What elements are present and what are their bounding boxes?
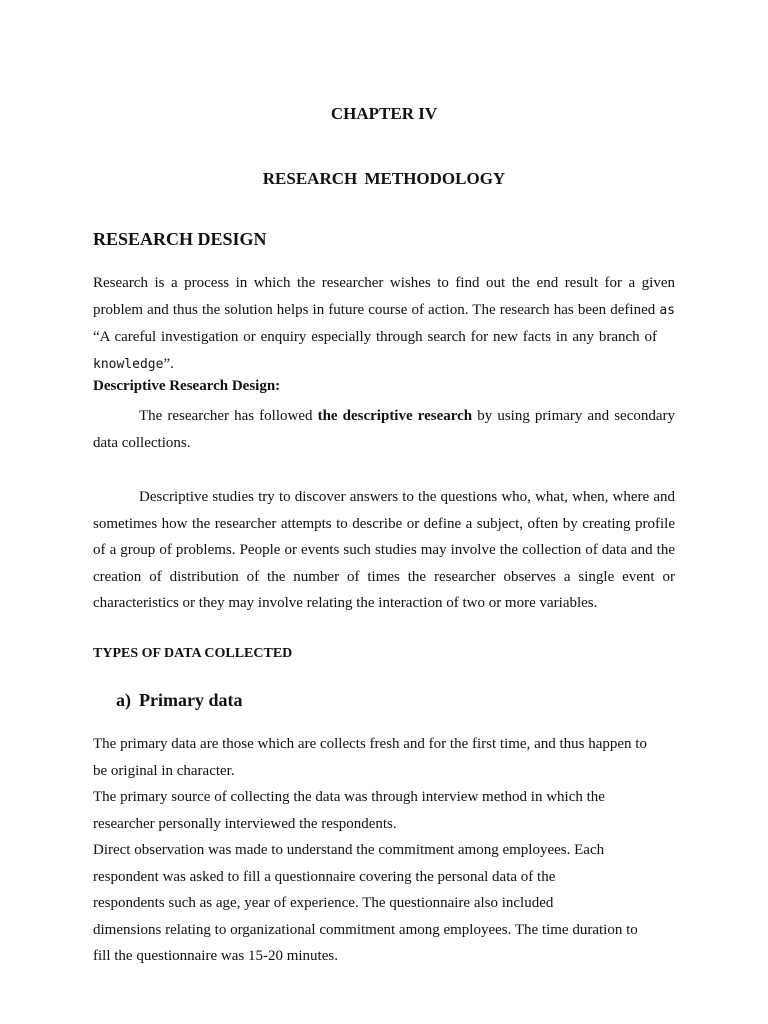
descriptive-p1-before: The researcher has followed [139, 408, 318, 424]
research-definition-paragraph [93, 270, 675, 378]
quote-close: ”. [163, 355, 174, 372]
text-line: respondent was asked to fill a questionnaire covering the personal data of the [93, 868, 556, 885]
descriptive-p1-bold: the descriptive research [317, 408, 473, 424]
text-line: respondents such as age, year of experience. The questionnaire also included [93, 895, 554, 911]
descriptive-paragraph-1 [93, 403, 675, 456]
text-line: be original in character. [93, 762, 235, 779]
chapter-title: CHAPTER IV [330, 104, 438, 123]
list-marker: a) [116, 690, 131, 710]
research-design-heading: RESEARCH DESIGN [93, 229, 267, 249]
definition-quote: “A careful investigation or enquiry especially through search for new facts in any branch of [93, 329, 657, 345]
primary-data-heading [116, 690, 242, 711]
primary-data-label: Primary data [139, 690, 243, 710]
types-of-data-heading: TYPES OF DATA COLLECTED [93, 646, 293, 661]
research-definition-text: Research is a process in which the researcher wishes to find out the end result for a given problem and thus the solution helps in future course of action. The research has been defined [93, 275, 675, 318]
text-line: The primary source of collecting the data was through interview method in which the [93, 789, 605, 805]
section-title: RESEARCH METHODOLOGY [262, 169, 506, 188]
text-line: researcher personally interviewed the respondents. [93, 815, 397, 832]
text-line: Direct observation was made to understand the commitment among employees. Each [93, 842, 605, 858]
descriptive-p1-after: by using primary and secondary data collections. [93, 408, 676, 451]
descriptive-paragraph-2: Descriptive studies try to discover answers to the questions who, what, when, where and sometimes how the researcher attempts to describe or define a subject, often by creating profile of a group of problems. People or events such studies may involve the collection of data and the creation of distribution of the number of times the researcher observes a single event or characteristics or they may involve relating the interaction of two or more variables. [93, 489, 675, 611]
primary-data-paragraph [93, 731, 647, 970]
descriptive-design-heading: Descriptive Research Design: [93, 378, 281, 394]
text-line: The primary data are those which are collects fresh and for the first time, and thus happen to [93, 736, 647, 752]
text-line: fill the questionnaire was 15-20 minutes. [93, 948, 338, 964]
text-line: dimensions relating to organizational commitment among employees. The time duration to [93, 921, 638, 938]
knowledge-word: knowledge [93, 356, 164, 372]
as-word: as [659, 302, 675, 318]
